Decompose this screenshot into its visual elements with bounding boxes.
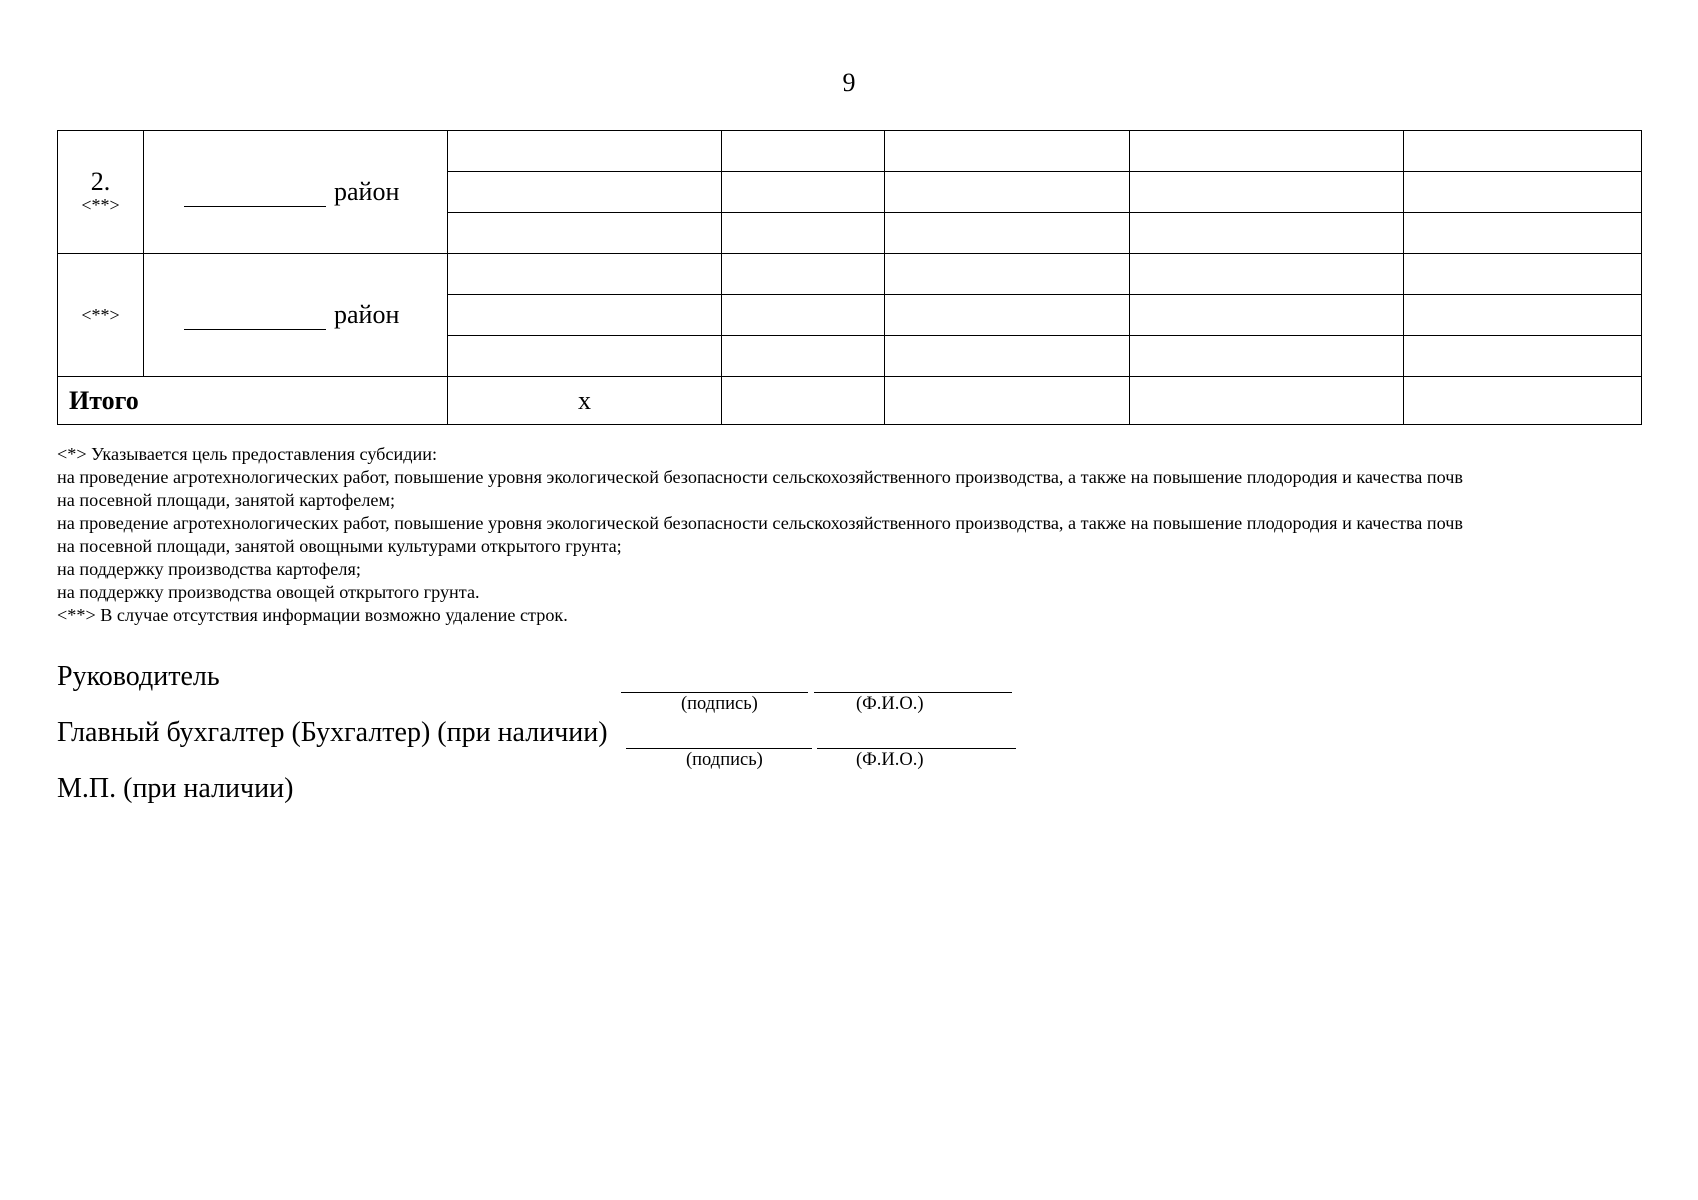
footnote-line: на посевной площади, занятой овощными культурами открытого грунта; bbox=[57, 536, 622, 556]
district-label: район bbox=[334, 177, 400, 206]
table-cell[interactable] bbox=[1130, 336, 1404, 377]
footnote-line: на поддержку производства картофеля; bbox=[57, 559, 361, 579]
page-number: 9 bbox=[842, 68, 856, 97]
footnote-line: на поддержку производства овощей открытого грунта. bbox=[57, 582, 480, 602]
accountant-signature-caption: (подпись) bbox=[686, 750, 763, 770]
table-cell[interactable] bbox=[1404, 336, 1642, 377]
table-cell[interactable] bbox=[885, 172, 1130, 213]
row-number-note: <**> bbox=[81, 195, 120, 215]
table-cell[interactable] bbox=[1404, 172, 1642, 213]
accountant-name-line[interactable] bbox=[817, 748, 1016, 749]
table-cell[interactable] bbox=[1130, 172, 1404, 213]
table-cell[interactable] bbox=[1130, 131, 1404, 172]
table-cell[interactable] bbox=[885, 377, 1130, 425]
footnote-line: <*> Указывается цель предоставления субсидии: bbox=[57, 444, 438, 464]
table-cell[interactable] bbox=[722, 295, 885, 336]
table-cell[interactable] bbox=[1404, 254, 1642, 295]
accountant-name-caption: (Ф.И.О.) bbox=[856, 750, 924, 770]
table-cell[interactable] bbox=[1130, 295, 1404, 336]
table-cell[interactable] bbox=[722, 377, 885, 425]
district-label: район bbox=[334, 300, 400, 329]
footnote-line: на посевной площади, занятой картофелем; bbox=[57, 490, 396, 510]
head-name-line[interactable] bbox=[814, 692, 1012, 693]
table-cell[interactable] bbox=[722, 172, 885, 213]
table-cell[interactable] bbox=[722, 336, 885, 377]
district-cell bbox=[144, 131, 448, 254]
head-label: Руководитель bbox=[57, 661, 220, 692]
table-cell[interactable] bbox=[448, 295, 722, 336]
table-cell[interactable] bbox=[722, 213, 885, 254]
head-signature-caption: (подпись) bbox=[681, 694, 758, 714]
table-cell[interactable] bbox=[1130, 213, 1404, 254]
row-number-note: <**> bbox=[81, 305, 120, 325]
footnotes bbox=[57, 443, 1657, 627]
table-cell[interactable] bbox=[448, 254, 722, 295]
row-number: 2. bbox=[90, 167, 111, 196]
table-cell[interactable] bbox=[885, 336, 1130, 377]
table-row bbox=[58, 254, 1642, 295]
footnote-line: на проведение агротехнологических работ, повышение уровня экологической безопасности сельскохозяйственного производства, а также на повышение плодородия и качества почв bbox=[57, 467, 1464, 487]
table-cell[interactable] bbox=[448, 172, 722, 213]
footnote-line: <**> В случае отсутствия информации возможно удаление строк. bbox=[57, 605, 568, 625]
table-cell[interactable] bbox=[448, 131, 722, 172]
row-number-cell bbox=[58, 254, 144, 377]
table-cell[interactable] bbox=[1130, 254, 1404, 295]
table-cell[interactable] bbox=[1404, 131, 1642, 172]
table-cell[interactable] bbox=[1404, 213, 1642, 254]
footnote-line: на проведение агротехнологических работ, повышение уровня экологической безопасности сельскохозяйственного производства, а также на повышение плодородия и качества почв bbox=[57, 513, 1464, 533]
table-row bbox=[58, 131, 1642, 172]
table-cell[interactable] bbox=[885, 295, 1130, 336]
head-signature-line[interactable] bbox=[621, 692, 808, 693]
table-cell[interactable] bbox=[885, 213, 1130, 254]
table-cell[interactable] bbox=[448, 336, 722, 377]
accountant-signature-line[interactable] bbox=[626, 748, 812, 749]
table-cell[interactable] bbox=[1404, 295, 1642, 336]
district-blank-line bbox=[184, 307, 326, 330]
seal-label: М.П. (при наличии) bbox=[57, 773, 294, 804]
table-cell[interactable] bbox=[722, 131, 885, 172]
total-label: Итого bbox=[58, 377, 448, 425]
table-cell[interactable] bbox=[722, 254, 885, 295]
district-blank-line bbox=[184, 184, 326, 207]
head-name-caption: (Ф.И.О.) bbox=[856, 694, 924, 714]
total-x-mark: х bbox=[448, 377, 722, 425]
table-cell[interactable] bbox=[885, 131, 1130, 172]
data-table bbox=[57, 130, 1642, 425]
table-cell[interactable] bbox=[1130, 377, 1404, 425]
total-row bbox=[58, 377, 1642, 425]
table-cell[interactable] bbox=[885, 254, 1130, 295]
accountant-label: Главный бухгалтер (Бухгалтер) (при наличии) bbox=[57, 717, 608, 748]
table-cell[interactable] bbox=[448, 213, 722, 254]
district-cell bbox=[144, 254, 448, 377]
table-cell[interactable] bbox=[1404, 377, 1642, 425]
row-number-cell bbox=[58, 131, 144, 254]
